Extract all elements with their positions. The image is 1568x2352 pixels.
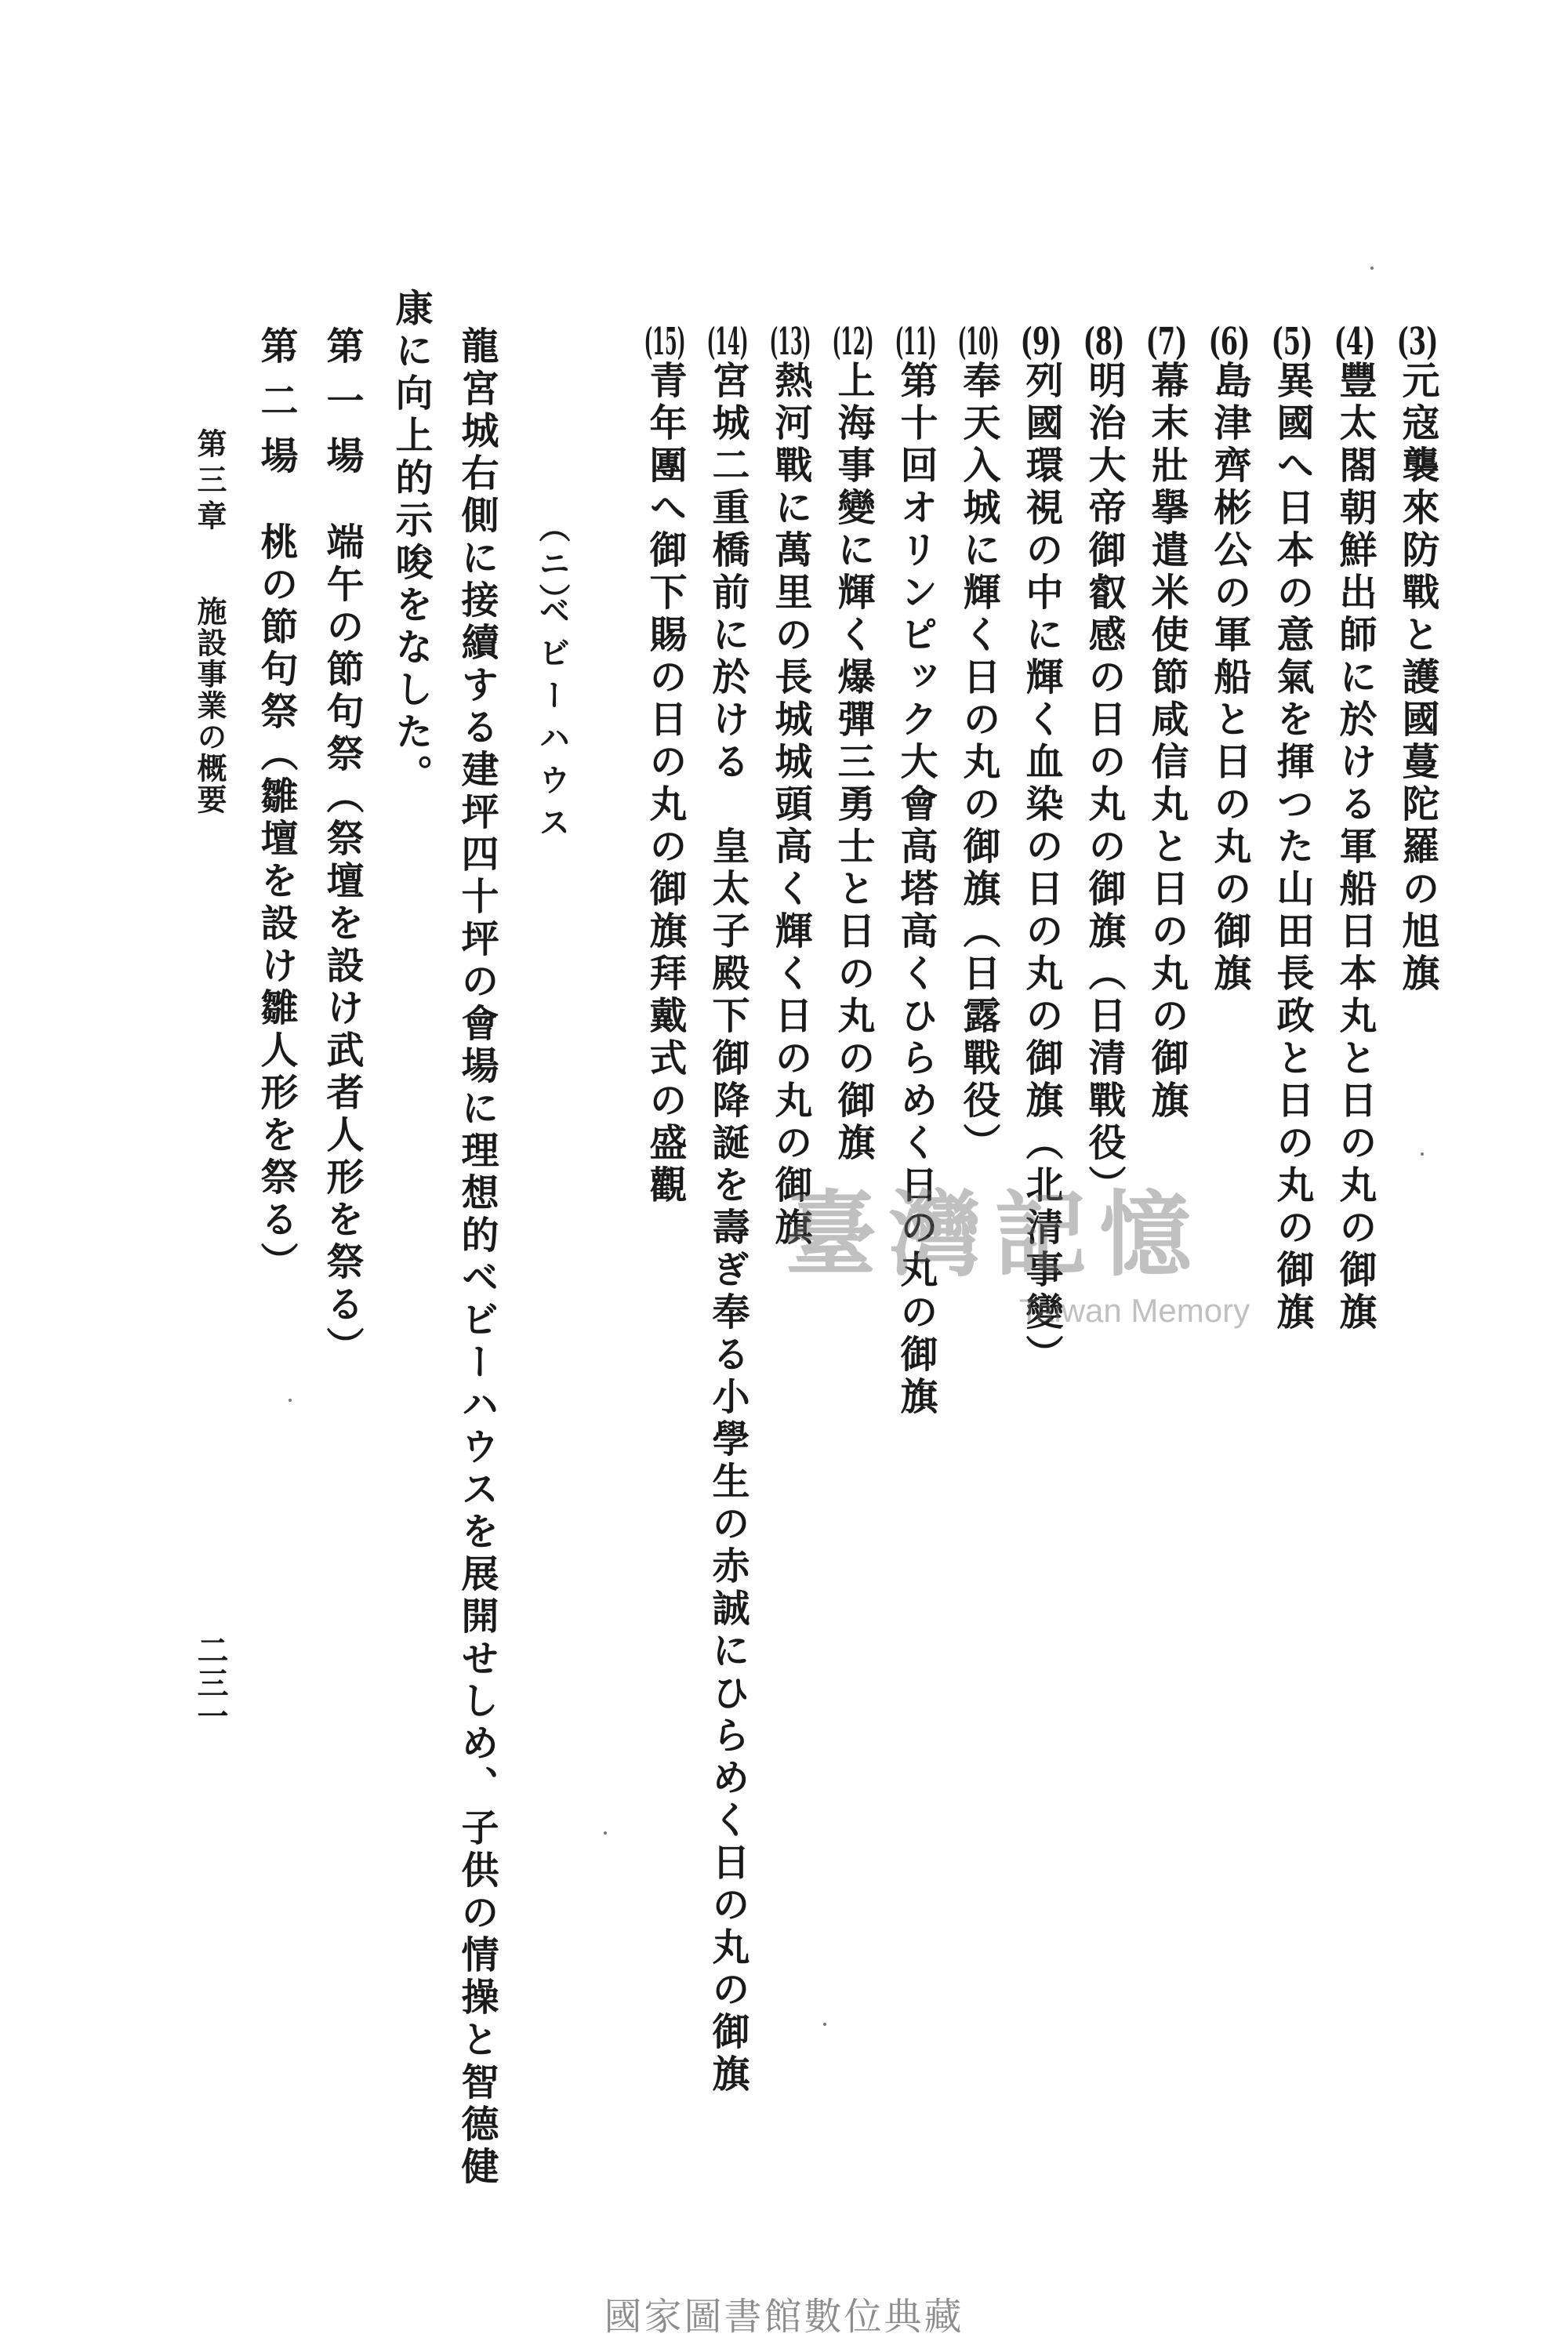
watermark-cjk: 臺灣記憶 [784, 1180, 1205, 1289]
list-text: 元寇襲來防戰と護國蔓陀羅の旭旗 [1396, 361, 1439, 996]
list-number: (4) [1334, 323, 1376, 361]
footer-library-credit: 國家圖書館數位典藏 [604, 2295, 964, 2339]
chapter-label: 第三章 [192, 428, 227, 536]
list-number: (15) [644, 323, 686, 361]
venue-label: 第一場 [320, 326, 364, 491]
scan-speck [604, 1831, 607, 1835]
list-number: (12) [832, 323, 874, 361]
venue-text: 端午の節句祭（祭壇を設け武者人形を祭る） [320, 522, 364, 1369]
list-item-10 [956, 323, 1000, 1165]
list-item-14 [706, 323, 750, 2096]
scan-speck [1370, 267, 1374, 270]
list-text: 第十回オリンピック大會高塔高くひらめく日の丸の御旗 [894, 361, 938, 1419]
venue-text: 桃の節句祭（雛壇を設け雛人形を祭る） [254, 522, 298, 1284]
list-text: 奉天入城に輝く日の丸の御旗（日露戰役） [956, 361, 1000, 1165]
venue-line [254, 326, 298, 1284]
list-item-13 [768, 323, 812, 1250]
list-text: 青年團へ御下賜の日の丸の御旗拜戴式の盛觀 [643, 361, 687, 1207]
list-text: 異國へ日本の意氣を揮つた山田長政と日の丸の御旗 [1270, 361, 1314, 1334]
list-item-12 [831, 323, 875, 1165]
list-number: (14) [706, 323, 749, 361]
list-number: (6) [1208, 323, 1250, 361]
list-item-7 [1145, 323, 1189, 1123]
venue-label: 第二場 [254, 326, 298, 491]
list-text: 島津齊彬公の軍船と日の丸の御旗 [1207, 361, 1251, 996]
list-text: 上海事變に輝く爆彈三勇士と日の丸の御旗 [831, 361, 875, 1165]
list-text: 宮城二重橋前に於ける 皇太子殿下御降誕を壽ぎ奉る小學生の赤誠にひらめく日の丸の御旗 [706, 361, 750, 2096]
list-text: 豐太閤朝鮮出師に於ける軍船日本丸と日の丸の御旗 [1333, 361, 1377, 1334]
list-number: (11) [895, 323, 937, 361]
section-number: （ニ） [534, 511, 571, 619]
list-text: 熱河戰に萬里の長城城頭高く輝く日の丸の御旗 [768, 361, 812, 1250]
list-number: (5) [1271, 323, 1313, 361]
running-head-title: 施設事業の概要 [192, 596, 227, 815]
watermark-en: Taiwan Memory [1019, 1292, 1250, 1329]
list-item-5 [1270, 323, 1314, 1334]
list-item-3 [1396, 323, 1439, 996]
page-number: 二三一 [192, 1634, 229, 1733]
list-number: (7) [1145, 323, 1188, 361]
list-text: 列國環視の中に輝く血染の日の丸の御旗（北清事變） [1019, 361, 1063, 1377]
section-title: ベビーハウス [534, 594, 571, 848]
list-number: (13) [769, 323, 811, 361]
paragraph-line: 康に向上的示唆をなした。 [389, 289, 433, 797]
list-item-4 [1333, 323, 1377, 1334]
venue-line [320, 326, 364, 1369]
scan-speck [289, 1399, 292, 1402]
list-number: (8) [1083, 323, 1125, 361]
list-item-6 [1207, 323, 1251, 996]
list-text: 幕末壯擧遣米使節咸信丸と日の丸の御旗 [1145, 361, 1189, 1123]
list-number: (10) [957, 323, 1000, 361]
list-item-15 [643, 323, 687, 1207]
scan-speck [823, 2023, 826, 2026]
scan-speck [1421, 1152, 1424, 1156]
list-item-8 [1082, 323, 1126, 1207]
paragraph-line: 龍宮城右側に接續する建坪四十坪の會場に理想的ベビーハウスを展開せしめ、子供の情操と智德健 [455, 326, 499, 2189]
list-text: 明治大帝御叡感の日の丸の御旗（日清戰役） [1082, 361, 1126, 1207]
watermark-logo [784, 1160, 1270, 1348]
list-number: (9) [1020, 323, 1062, 361]
list-number: (3) [1396, 323, 1439, 361]
